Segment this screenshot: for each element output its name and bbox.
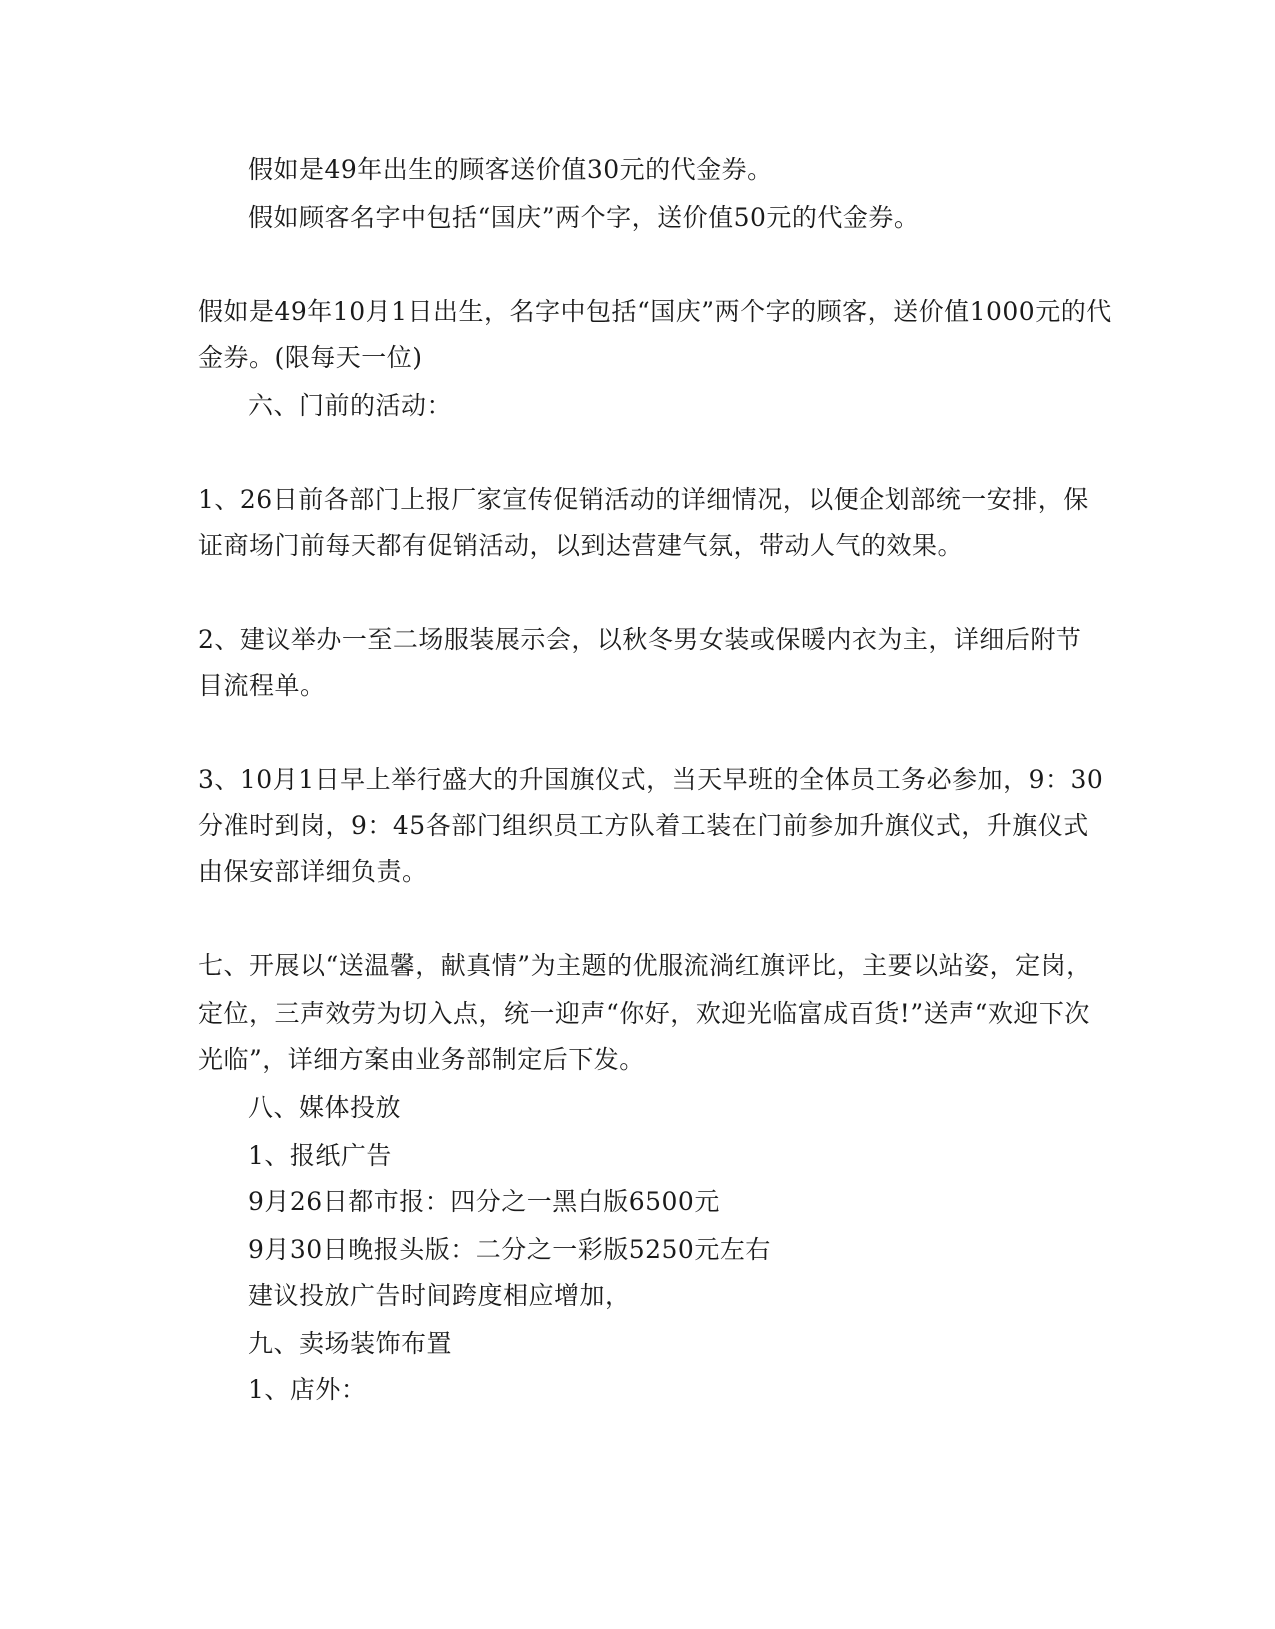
paragraph-line: 假如是49年10月1日出生，名字中包括“国庆”两个字的顾客，送价值1000元的代 — [198, 297, 1112, 326]
paragraph-line: 1、报纸广告 — [248, 1141, 392, 1170]
section-heading: 九、卖场装饰布置 — [248, 1329, 453, 1358]
paragraph-line: 七、开展以“送温馨，献真情”为主题的优服流淌红旗评比，主要以站姿，定岗， — [198, 951, 1092, 980]
paragraph-line: 假如是49年出生的顾客送价值30元的代金券。 — [248, 155, 773, 184]
paragraph-line: 9月30日晚报头版：二分之一彩版5250元左右 — [248, 1235, 771, 1264]
section-heading: 六、门前的活动： — [248, 391, 453, 420]
paragraph-line: 建议投放广告时间跨度相应增加， — [248, 1281, 631, 1310]
section-heading: 八、媒体投放 — [248, 1093, 402, 1122]
paragraph-line: 9月26日都市报：四分之一黑白版6500元 — [248, 1187, 720, 1216]
paragraph-line: 光临”，详细方案由业务部制定后下发。 — [198, 1045, 645, 1074]
paragraph-line: 由保安部详细负责。 — [198, 857, 428, 886]
paragraph-line: 1、店外： — [248, 1375, 367, 1404]
paragraph-line: 分准时到岗，9：45各部门组织员工方队着工装在门前参加升旗仪式，升旗仪式 — [198, 811, 1089, 840]
paragraph-line: 假如顾客名字中包括“国庆”两个字，送价值50元的代金券。 — [248, 203, 920, 232]
paragraph-line: 3、10月1日早上举行盛大的升国旗仪式，当天早班的全体员工务必参加，9：30 — [198, 765, 1104, 794]
paragraph-line: 金券。(限每天一位) — [198, 343, 423, 372]
paragraph-line: 定位，三声效劳为切入点，统一迎声“你好，欢迎光临富成百货!”送声“欢迎下次 — [198, 999, 1090, 1028]
paragraph-line: 1、26日前各部门上报厂家宣传促销活动的详细情况，以便企划部统一安排，保 — [198, 485, 1089, 514]
paragraph-line: 目流程单。 — [198, 671, 326, 700]
paragraph-line: 证商场门前每天都有促销活动，以到达营建气氛，带动人气的效果。 — [198, 531, 964, 560]
paragraph-line: 2、建议举办一至二场服装展示会，以秋冬男女装或保暖内衣为主，详细后附节 — [198, 625, 1082, 654]
